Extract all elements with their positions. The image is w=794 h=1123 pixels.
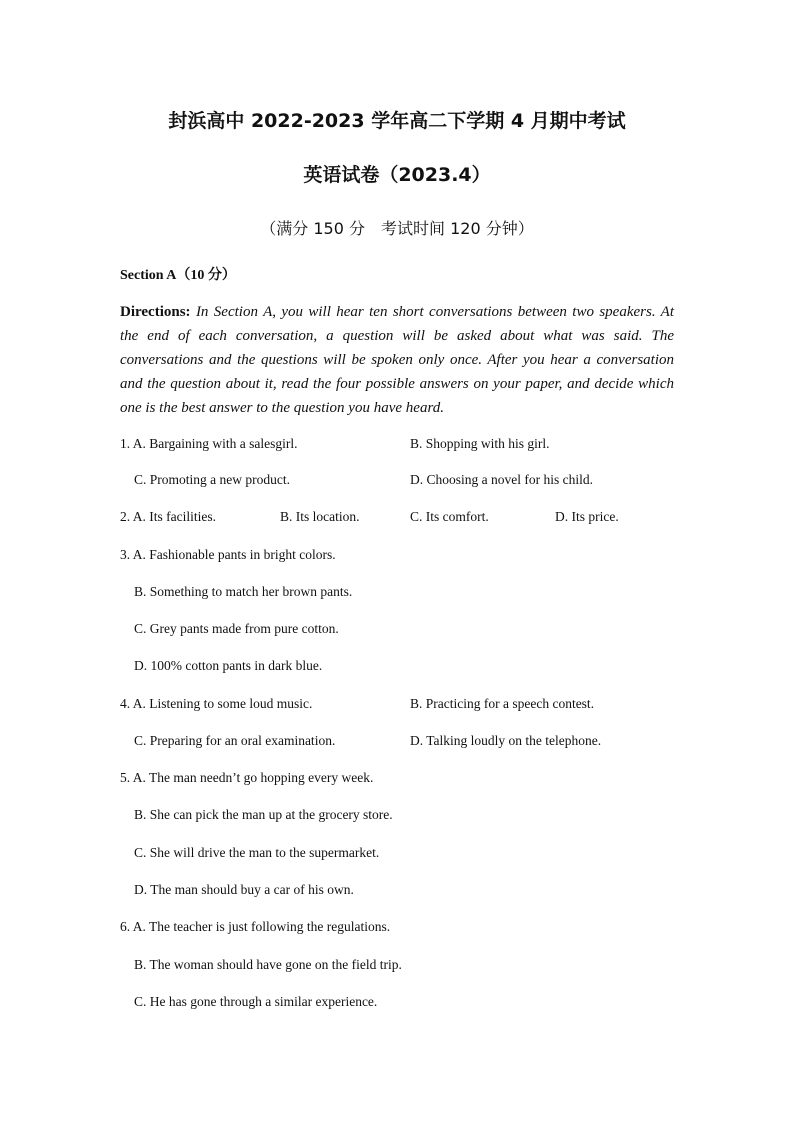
section-heading: Section A（10 分） — [120, 268, 236, 283]
q6-option-c: C. He has gone through a similar experience. — [134, 994, 378, 1009]
q4-option-c: C. Preparing for an oral examination. — [134, 733, 336, 748]
q3-option-b: B. Something to match her brown pants. — [134, 584, 353, 599]
q3-option-d: D. 100% cotton pants in dark blue. — [134, 658, 323, 673]
directions — [120, 300, 674, 420]
q4-option-d: D. Talking loudly on the telephone. — [410, 733, 602, 748]
q4-option-a: 4. A. Listening to some loud music. — [120, 696, 313, 711]
exam-title: 封浜高中 2022-2023 学年高二下学期 4 月期中考试 — [168, 110, 626, 132]
q6-option-a: 6. A. The teacher is just following the regulations. — [120, 919, 391, 934]
directions-text: In Section A, you will hear ten short conversations between two speakers. At the end of each conversation, a question will be asked about what was said. The conversations and the questions will be spoken only once. After you hear a conversation and the question about it, read the four possible answers on your paper, and decide which one is the best answer to the question you have heard. — [120, 304, 674, 416]
q3-option-a: 3. A. Fashionable pants in bright colors. — [120, 547, 336, 562]
q1-option-a: 1. A. Bargaining with a salesgirl. — [120, 436, 298, 451]
q3-option-c: C. Grey pants made from pure cotton. — [134, 621, 339, 636]
q2-option-a: 2. A. Its facilities. — [120, 509, 216, 524]
q1-option-c: C. Promoting a new product. — [134, 472, 290, 487]
q1-option-b: B. Shopping with his girl. — [410, 436, 550, 451]
exam-info: （满分 150 分 考试时间 120 分钟） — [260, 219, 534, 238]
q5-option-a: 5. A. The man needn’t go hopping every week. — [120, 770, 374, 785]
q5-option-b: B. She can pick the man up at the grocery store. — [134, 807, 393, 822]
q2-option-d: D. Its price. — [555, 509, 619, 524]
exam-subject-title: 英语试卷（2023.4） — [303, 164, 491, 186]
directions-label: Directions: — [120, 304, 191, 320]
q1-option-d: D. Choosing a novel for his child. — [410, 472, 593, 487]
q5-option-c: C. She will drive the man to the supermarket. — [134, 845, 380, 860]
q2-option-b: B. Its location. — [280, 509, 360, 524]
q4-option-b: B. Practicing for a speech contest. — [410, 696, 595, 711]
q2-option-c: C. Its comfort. — [410, 509, 489, 524]
q6-option-b: B. The woman should have gone on the field trip. — [134, 957, 402, 972]
q5-option-d: D. The man should buy a car of his own. — [134, 882, 354, 897]
